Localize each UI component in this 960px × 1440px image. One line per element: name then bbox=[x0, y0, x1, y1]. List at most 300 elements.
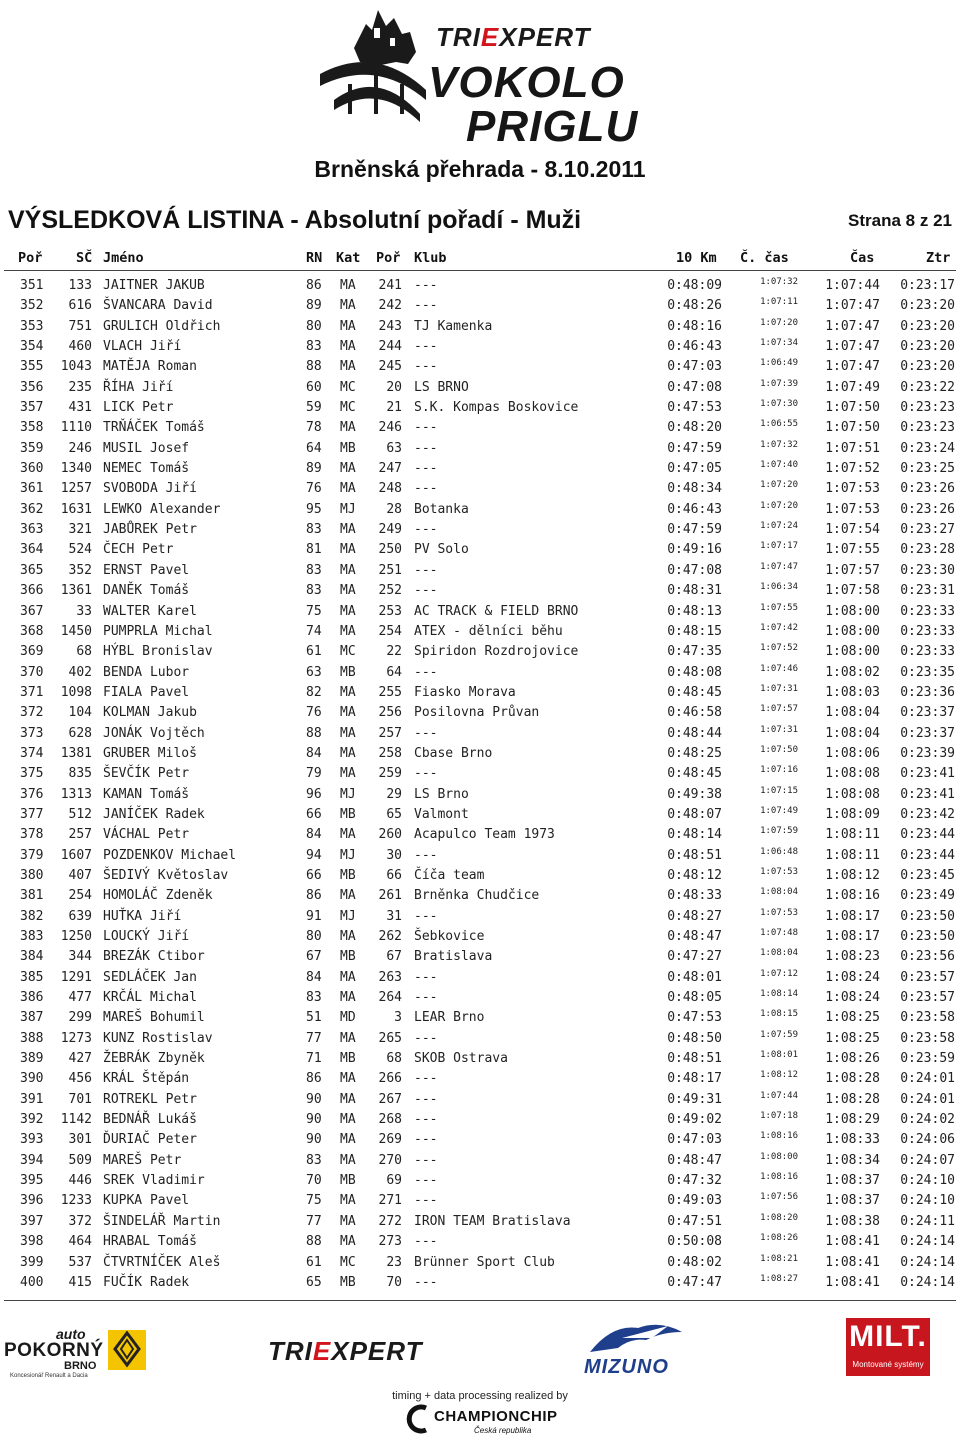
cell-name: DANĚK Tomáš bbox=[103, 583, 190, 599]
cell-rank: 371 bbox=[20, 684, 44, 700]
cell-category: MC bbox=[340, 644, 356, 660]
cell-gap: 0:23:58 bbox=[900, 1030, 955, 1046]
cell-net-time: 1:08:04 bbox=[760, 948, 798, 959]
cell-birth-year: 84 bbox=[306, 745, 322, 761]
table-header bbox=[0, 246, 960, 270]
cell-birth-year: 83 bbox=[306, 522, 322, 538]
cell-bib: 104 bbox=[68, 705, 92, 721]
cell-name: FUČÍK Radek bbox=[103, 1274, 190, 1290]
cell-bib: 1340 bbox=[60, 461, 92, 477]
cell-finish-time: 1:07:49 bbox=[825, 379, 880, 395]
cell-bib: 460 bbox=[68, 339, 92, 355]
cell-category: MA bbox=[340, 298, 356, 314]
cell-bib: 1450 bbox=[60, 623, 92, 639]
cell-club: --- bbox=[414, 1234, 438, 1250]
cell-rank: 389 bbox=[20, 1051, 44, 1067]
cell-bib: 33 bbox=[76, 603, 92, 619]
table-row bbox=[0, 1049, 960, 1069]
cell-split-10km: 0:47:51 bbox=[667, 1213, 722, 1229]
col-header-net-time: Č. čas bbox=[740, 250, 789, 266]
cell-net-time: 1:07:20 bbox=[760, 480, 798, 491]
cell-category-rank: 69 bbox=[386, 1173, 402, 1189]
cell-rank: 396 bbox=[20, 1193, 44, 1209]
table-row bbox=[0, 1029, 960, 1049]
cell-net-time: 1:07:57 bbox=[760, 704, 798, 715]
table-row bbox=[0, 1253, 960, 1273]
table-row bbox=[0, 357, 960, 377]
cell-bib: 1043 bbox=[60, 359, 92, 375]
cell-club: AC TRACK & FIELD BRNO bbox=[414, 603, 579, 619]
cell-club: --- bbox=[414, 1132, 438, 1148]
cell-finish-time: 1:07:52 bbox=[825, 461, 880, 477]
sponsor-footer bbox=[0, 1310, 960, 1440]
cell-category: MJ bbox=[340, 847, 356, 863]
cell-gap: 0:23:22 bbox=[900, 379, 955, 395]
cell-birth-year: 88 bbox=[306, 359, 322, 375]
cell-category: MJ bbox=[340, 908, 356, 924]
cell-gap: 0:23:20 bbox=[900, 298, 955, 314]
cell-club: --- bbox=[414, 440, 438, 456]
cell-net-time: 1:07:34 bbox=[760, 338, 798, 349]
cell-gap: 0:23:17 bbox=[900, 278, 955, 293]
cell-split-10km: 0:48:45 bbox=[667, 684, 722, 700]
pokorny-name: POKORNÝ bbox=[4, 1340, 104, 1361]
cell-birth-year: 83 bbox=[306, 1152, 322, 1168]
cell-finish-time: 1:08:08 bbox=[825, 766, 880, 782]
cell-gap: 0:24:14 bbox=[900, 1254, 955, 1270]
cell-finish-time: 1:08:03 bbox=[825, 684, 880, 700]
cell-name: KUNZ Rostislav bbox=[103, 1030, 213, 1046]
cell-gap: 0:23:27 bbox=[900, 522, 955, 538]
cell-birth-year: 84 bbox=[306, 827, 322, 843]
cell-bib: 321 bbox=[68, 522, 92, 538]
cell-finish-time: 1:08:37 bbox=[825, 1173, 880, 1189]
table-row bbox=[0, 520, 960, 540]
cell-category-rank: 3 bbox=[394, 1010, 402, 1026]
championchip-country: Česká republika bbox=[474, 1426, 532, 1435]
cell-category: MA bbox=[340, 623, 356, 639]
cell-birth-year: 75 bbox=[306, 1193, 322, 1209]
cell-name: VÁCHAL Petr bbox=[103, 827, 190, 843]
cell-category: MA bbox=[340, 888, 356, 904]
cell-name: ŠVANCARA David bbox=[103, 298, 213, 314]
cell-category: MA bbox=[340, 1193, 356, 1209]
cell-category: MC bbox=[340, 379, 356, 395]
cell-net-time: 1:07:18 bbox=[760, 1111, 798, 1122]
cell-rank: 387 bbox=[20, 1010, 44, 1026]
cell-rank: 379 bbox=[20, 847, 44, 863]
cell-rank: 354 bbox=[20, 339, 44, 355]
cell-club: --- bbox=[414, 1173, 438, 1189]
cell-net-time: 1:07:20 bbox=[760, 500, 798, 511]
cell-name: WALTER Karel bbox=[103, 603, 197, 619]
cell-name: ĎURIAČ Peter bbox=[103, 1132, 197, 1148]
table-row bbox=[0, 337, 960, 357]
cell-bib: 446 bbox=[68, 1173, 92, 1189]
cell-category-rank: 243 bbox=[378, 318, 402, 334]
cell-club: --- bbox=[414, 562, 438, 578]
cell-birth-year: 80 bbox=[306, 318, 322, 334]
cell-rank: 384 bbox=[20, 949, 44, 965]
cell-name: KRČÁL Michal bbox=[103, 990, 197, 1006]
cell-name: BREZÁK Ctibor bbox=[103, 949, 205, 965]
cell-category-rank: 245 bbox=[378, 359, 402, 375]
cell-finish-time: 1:08:24 bbox=[825, 990, 880, 1006]
cell-name: BEDNÁŘ Lukáš bbox=[103, 1112, 197, 1128]
cell-bib: 537 bbox=[68, 1254, 92, 1270]
pokorny-note: Koncesionář Renault a Dacia bbox=[10, 1373, 88, 1379]
cell-bib: 301 bbox=[68, 1132, 92, 1148]
cell-split-10km: 0:47:08 bbox=[667, 379, 722, 395]
cell-rank: 359 bbox=[20, 440, 44, 456]
cell-club: Číča team bbox=[414, 867, 485, 883]
cell-category-rank: 263 bbox=[378, 969, 402, 985]
cell-category-rank: 68 bbox=[386, 1051, 402, 1067]
cell-gap: 0:23:33 bbox=[900, 623, 955, 639]
cell-finish-time: 1:07:55 bbox=[825, 542, 880, 558]
cell-club: TJ Kamenka bbox=[414, 318, 493, 334]
cell-finish-time: 1:08:02 bbox=[825, 664, 880, 680]
cell-club: LEAR Brno bbox=[414, 1010, 485, 1026]
cell-finish-time: 1:08:25 bbox=[825, 1030, 880, 1046]
cell-gap: 0:23:50 bbox=[900, 929, 955, 944]
cell-category: MB bbox=[340, 1051, 356, 1067]
table-row bbox=[0, 1151, 960, 1171]
cell-rank: 393 bbox=[20, 1132, 44, 1148]
cell-finish-time: 1:07:51 bbox=[825, 440, 880, 456]
cell-finish-time: 1:08:04 bbox=[825, 725, 880, 741]
cell-bib: 1313 bbox=[60, 786, 92, 802]
cell-rank: 353 bbox=[20, 318, 44, 334]
cell-rank: 385 bbox=[20, 969, 44, 985]
cell-finish-time: 1:08:34 bbox=[825, 1152, 880, 1168]
cell-finish-time: 1:08:28 bbox=[825, 1091, 880, 1107]
cell-club: --- bbox=[414, 1152, 438, 1168]
cell-finish-time: 1:07:53 bbox=[825, 501, 880, 517]
cell-gap: 0:23:39 bbox=[900, 745, 955, 761]
cell-gap: 0:23:42 bbox=[900, 806, 955, 822]
cell-rank: 381 bbox=[20, 888, 44, 904]
cell-category-rank: 246 bbox=[378, 420, 402, 436]
cell-rank: 362 bbox=[20, 501, 44, 517]
cell-bib: 1110 bbox=[60, 420, 92, 436]
cell-category-rank: 270 bbox=[378, 1152, 402, 1168]
cell-finish-time: 1:08:41 bbox=[825, 1254, 880, 1270]
milt-wordmark: MILT. bbox=[849, 1320, 927, 1353]
results-table bbox=[0, 276, 960, 1293]
cell-gap: 0:23:23 bbox=[900, 400, 955, 416]
cell-rank: 376 bbox=[20, 786, 44, 802]
cell-net-time: 1:07:11 bbox=[760, 297, 798, 308]
cell-category: MC bbox=[340, 400, 356, 416]
table-row bbox=[0, 1191, 960, 1211]
cell-club: Botanka bbox=[414, 501, 469, 517]
cell-birth-year: 83 bbox=[306, 562, 322, 578]
cell-club: --- bbox=[414, 1030, 438, 1046]
cell-bib: 344 bbox=[68, 949, 92, 965]
cell-category-rank: 260 bbox=[378, 827, 402, 843]
cell-club: Cbase Brno bbox=[414, 745, 493, 761]
cell-category-rank: 21 bbox=[386, 400, 402, 416]
cell-club: Posilovna Průvan bbox=[414, 705, 540, 721]
cell-birth-year: 84 bbox=[306, 969, 322, 985]
cell-category-rank: 28 bbox=[386, 501, 402, 517]
cell-rank: 355 bbox=[20, 359, 44, 375]
cell-club: --- bbox=[414, 1091, 438, 1107]
cell-club: Spiridon Rozdrojovice bbox=[414, 644, 579, 660]
table-row bbox=[0, 1110, 960, 1130]
cell-name: MUSIL Josef bbox=[103, 440, 190, 456]
cell-split-10km: 0:48:47 bbox=[667, 1152, 722, 1168]
table-row bbox=[0, 1212, 960, 1232]
cell-finish-time: 1:08:25 bbox=[825, 1010, 880, 1026]
cell-category-rank: 30 bbox=[386, 847, 402, 863]
event-name-line1: VOKOLO bbox=[428, 58, 625, 107]
table-row bbox=[0, 927, 960, 947]
cell-category: MA bbox=[340, 725, 356, 741]
cell-bib: 1142 bbox=[60, 1112, 92, 1128]
cell-split-10km: 0:49:38 bbox=[667, 786, 722, 802]
cell-finish-time: 1:08:04 bbox=[825, 705, 880, 721]
cell-rank: 369 bbox=[20, 644, 44, 660]
cell-net-time: 1:07:48 bbox=[760, 928, 798, 938]
cell-category-rank: 67 bbox=[386, 949, 402, 965]
pokorny-city: BRNO bbox=[64, 1360, 97, 1372]
cell-category: MA bbox=[340, 827, 356, 843]
table-row bbox=[0, 764, 960, 784]
cell-name: SVOBODA Jiří bbox=[103, 481, 197, 497]
cell-rank: 360 bbox=[20, 461, 44, 477]
cell-net-time: 1:08:21 bbox=[760, 1253, 798, 1264]
cell-category: MA bbox=[340, 969, 356, 985]
cell-name: ŠEDIVÝ Květoslav bbox=[103, 867, 229, 883]
cell-birth-year: 66 bbox=[306, 806, 322, 822]
cell-category-rank: 63 bbox=[386, 440, 402, 456]
cell-gap: 0:23:25 bbox=[900, 461, 955, 477]
cell-split-10km: 0:48:12 bbox=[667, 867, 722, 883]
cell-birth-year: 51 bbox=[306, 1010, 322, 1026]
cell-category-rank: 264 bbox=[378, 990, 402, 1006]
cell-net-time: 1:07:40 bbox=[760, 460, 798, 471]
cell-split-10km: 0:49:16 bbox=[667, 542, 722, 558]
cell-split-10km: 0:48:09 bbox=[667, 278, 722, 293]
cell-birth-year: 76 bbox=[306, 481, 322, 497]
cell-bib: 509 bbox=[68, 1152, 92, 1168]
triexpert-logo: TRIEXPERT bbox=[436, 22, 591, 52]
cell-bib: 512 bbox=[68, 806, 92, 822]
cell-finish-time: 1:07:54 bbox=[825, 522, 880, 538]
table-row bbox=[0, 500, 960, 520]
cell-finish-time: 1:08:38 bbox=[825, 1213, 880, 1229]
cell-bib: 1257 bbox=[60, 481, 92, 497]
cell-gap: 0:23:57 bbox=[900, 990, 955, 1006]
table-row bbox=[0, 1008, 960, 1028]
cell-category-rank: 267 bbox=[378, 1091, 402, 1107]
cell-split-10km: 0:47:47 bbox=[667, 1274, 722, 1290]
cell-gap: 0:23:56 bbox=[900, 949, 955, 965]
cell-rank: 366 bbox=[20, 583, 44, 599]
cell-gap: 0:23:44 bbox=[900, 827, 955, 843]
cell-name: GRUBER Miloš bbox=[103, 745, 197, 761]
cell-name: ERNST Pavel bbox=[103, 562, 190, 578]
cell-net-time: 1:08:16 bbox=[760, 1172, 798, 1183]
table-row bbox=[0, 459, 960, 479]
cell-split-10km: 0:48:01 bbox=[667, 969, 722, 985]
table-row bbox=[0, 968, 960, 988]
cell-name: ROTREKL Petr bbox=[103, 1091, 197, 1107]
cell-club: Brünner Sport Club bbox=[414, 1254, 555, 1270]
cell-club: --- bbox=[414, 461, 438, 477]
cell-net-time: 1:06:48 bbox=[760, 846, 798, 857]
cell-bib: 352 bbox=[68, 562, 92, 578]
cell-finish-time: 1:08:23 bbox=[825, 949, 880, 965]
cell-birth-year: 83 bbox=[306, 339, 322, 355]
cell-category: MA bbox=[340, 1071, 356, 1087]
cell-category-rank: 256 bbox=[378, 705, 402, 721]
table-row bbox=[0, 724, 960, 744]
cell-name: KRÁL Štěpán bbox=[103, 1071, 190, 1087]
event-subtitle: Brněnská přehrada - 8.10.2011 bbox=[314, 156, 646, 182]
cell-gap: 0:23:36 bbox=[900, 684, 955, 700]
cell-birth-year: 76 bbox=[306, 705, 322, 721]
cell-birth-year: 86 bbox=[306, 1071, 322, 1087]
cell-bib: 299 bbox=[68, 1010, 92, 1026]
cell-net-time: 1:06:34 bbox=[760, 582, 798, 593]
cell-birth-year: 94 bbox=[306, 847, 322, 863]
cell-finish-time: 1:07:50 bbox=[825, 420, 880, 436]
cell-rank: 352 bbox=[20, 298, 44, 314]
cell-name: SEDLÁČEK Jan bbox=[103, 969, 197, 985]
cell-category: MA bbox=[340, 318, 356, 334]
cell-bib: 835 bbox=[68, 766, 92, 782]
cell-gap: 0:23:57 bbox=[900, 969, 955, 985]
cell-club: --- bbox=[414, 583, 438, 599]
cell-bib: 402 bbox=[68, 664, 92, 680]
cell-gap: 0:24:14 bbox=[900, 1234, 955, 1250]
cell-rank: 382 bbox=[20, 908, 44, 924]
cell-birth-year: 90 bbox=[306, 1132, 322, 1148]
cell-category-rank: 29 bbox=[386, 786, 402, 802]
cell-gap: 0:24:10 bbox=[900, 1173, 955, 1189]
cell-net-time: 1:07:47 bbox=[760, 561, 798, 572]
cell-category-rank: 20 bbox=[386, 379, 402, 395]
cell-finish-time: 1:08:16 bbox=[825, 888, 880, 904]
cell-club: PV Solo bbox=[414, 542, 469, 558]
cell-net-time: 1:07:20 bbox=[760, 317, 798, 328]
cell-split-10km: 0:48:33 bbox=[667, 888, 722, 904]
cell-finish-time: 1:08:41 bbox=[825, 1274, 880, 1290]
cell-net-time: 1:06:49 bbox=[760, 358, 798, 369]
cell-bib: 1233 bbox=[60, 1193, 92, 1209]
cell-category: MA bbox=[340, 1030, 356, 1046]
cell-club: LS BRNO bbox=[414, 379, 469, 395]
cell-finish-time: 1:08:11 bbox=[825, 827, 880, 843]
cell-name: SREK Vladimir bbox=[103, 1173, 205, 1189]
cell-bib: 701 bbox=[68, 1091, 92, 1107]
cell-bib: 1273 bbox=[60, 1030, 92, 1046]
cell-bib: 68 bbox=[76, 644, 92, 660]
cell-split-10km: 0:48:13 bbox=[667, 603, 722, 619]
cell-birth-year: 83 bbox=[306, 583, 322, 599]
cell-bib: 407 bbox=[68, 867, 92, 883]
cell-category: MA bbox=[340, 603, 356, 619]
cell-category-rank: 269 bbox=[378, 1132, 402, 1148]
table-row bbox=[0, 1130, 960, 1150]
cell-club: Acapulco Team 1973 bbox=[414, 827, 555, 843]
cell-club: IRON TEAM Bratislava bbox=[414, 1213, 571, 1229]
table-row bbox=[0, 1090, 960, 1110]
championchip-c-icon bbox=[404, 1404, 432, 1434]
cell-club: --- bbox=[414, 298, 438, 314]
cell-category-rank: 248 bbox=[378, 481, 402, 497]
cell-gap: 0:23:23 bbox=[900, 420, 955, 436]
cell-category: MA bbox=[340, 766, 356, 782]
cell-name: NEMEC Tomáš bbox=[103, 461, 190, 477]
cell-rank: 391 bbox=[20, 1091, 44, 1107]
cell-rank: 380 bbox=[20, 867, 44, 883]
cell-rank: 377 bbox=[20, 806, 44, 822]
cell-category-rank: 23 bbox=[386, 1254, 402, 1270]
cell-rank: 388 bbox=[20, 1030, 44, 1046]
cell-net-time: 1:08:00 bbox=[760, 1151, 798, 1162]
cell-category: MA bbox=[340, 278, 356, 293]
cell-birth-year: 74 bbox=[306, 623, 322, 639]
cell-net-time: 1:07:53 bbox=[760, 866, 798, 877]
cell-finish-time: 1:07:53 bbox=[825, 481, 880, 497]
page-title: VÝSLEDKOVÁ LISTINA - Absolutní pořadí - Muži bbox=[8, 206, 582, 234]
cell-name: VLACH Jiří bbox=[103, 339, 182, 355]
cell-club: Bratislava bbox=[414, 949, 493, 965]
col-header-year: RN bbox=[306, 250, 323, 266]
cell-category-rank: 64 bbox=[386, 664, 402, 680]
cell-bib: 1098 bbox=[60, 684, 92, 700]
cell-club: Valmont bbox=[414, 806, 469, 822]
cell-category-rank: 266 bbox=[378, 1071, 402, 1087]
cell-bib: 1291 bbox=[60, 969, 92, 985]
cell-rank: 356 bbox=[20, 379, 44, 395]
championchip-wordmark: CHAMPIONCHIP bbox=[434, 1408, 558, 1425]
cell-split-10km: 0:48:44 bbox=[667, 725, 722, 741]
cell-split-10km: 0:48:14 bbox=[667, 827, 722, 843]
table-row bbox=[0, 1273, 960, 1293]
table-row bbox=[0, 663, 960, 683]
cell-name: HRABAL Tomáš bbox=[103, 1234, 197, 1250]
cell-club: --- bbox=[414, 1193, 438, 1209]
cell-net-time: 1:07:49 bbox=[760, 805, 798, 816]
cell-split-10km: 0:50:08 bbox=[667, 1234, 722, 1250]
cell-net-time: 1:08:15 bbox=[760, 1009, 798, 1020]
championchip-logo bbox=[404, 1404, 564, 1438]
table-row bbox=[0, 439, 960, 459]
cell-rank: 367 bbox=[20, 603, 44, 619]
cell-bib: 431 bbox=[68, 400, 92, 416]
cell-category: MA bbox=[340, 745, 356, 761]
table-row bbox=[0, 1069, 960, 1089]
cell-finish-time: 1:07:47 bbox=[825, 339, 880, 355]
cell-finish-time: 1:08:17 bbox=[825, 908, 880, 924]
cell-rank: 383 bbox=[20, 929, 44, 944]
cell-split-10km: 0:47:03 bbox=[667, 359, 722, 375]
cell-birth-year: 89 bbox=[306, 298, 322, 314]
cell-birth-year: 77 bbox=[306, 1213, 322, 1229]
cell-net-time: 1:07:24 bbox=[760, 521, 798, 532]
cell-category: MA bbox=[340, 461, 356, 477]
cell-gap: 0:23:37 bbox=[900, 725, 955, 741]
cell-split-10km: 0:48:05 bbox=[667, 990, 722, 1006]
cell-gap: 0:23:33 bbox=[900, 644, 955, 660]
cell-gap: 0:23:24 bbox=[900, 440, 955, 456]
cell-finish-time: 1:08:06 bbox=[825, 745, 880, 761]
